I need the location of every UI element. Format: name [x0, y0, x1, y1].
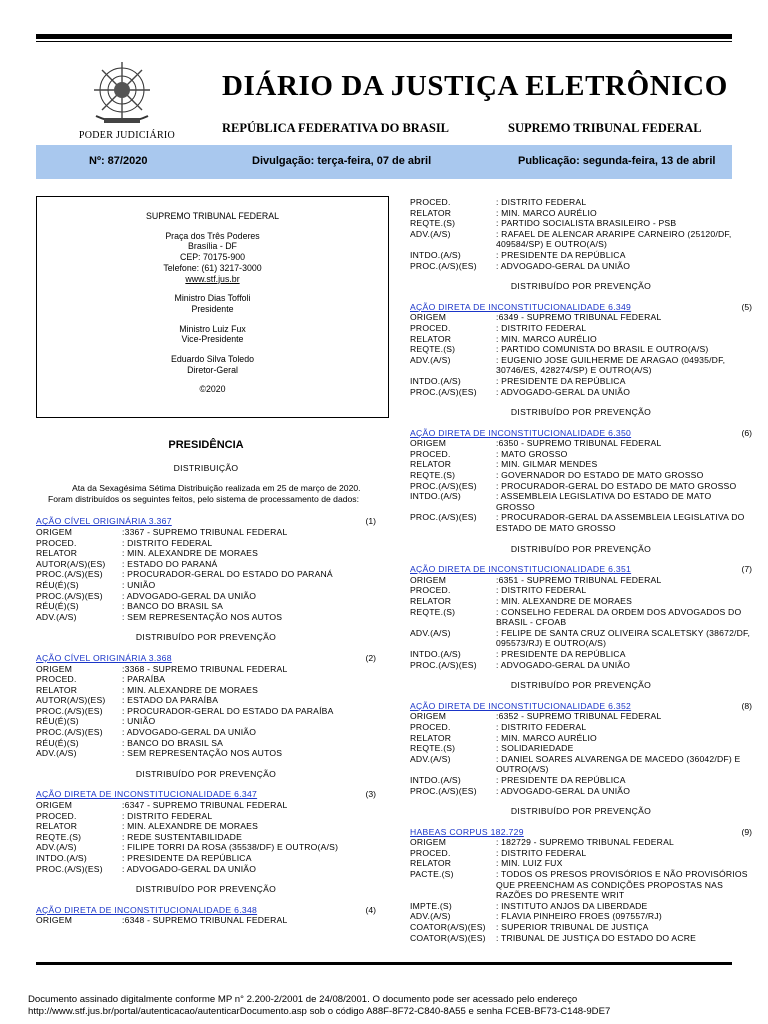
footer-line-1: Documento assinado digitalmente conforme MP n° 2.200-2/2001 de 24/08/2001. O documento pode ser acessado pelo endereço [28, 994, 578, 1005]
field-value: :6347 - SUPREMO TRIBUNAL FEDERAL [122, 800, 288, 811]
box-line: Vice-Presidente [181, 334, 244, 345]
prevencao-label: DISTRIBUÍDO POR PREVENÇÃO [510, 543, 652, 554]
case-header [36, 789, 376, 800]
field-row [410, 711, 752, 722]
field-label: PROC.(A/S)(ES) [36, 590, 103, 601]
field-label: PROCED. [410, 322, 451, 333]
field-value: : UNIÃO [122, 579, 156, 590]
field-row [410, 334, 752, 345]
field-value: : FELIPE DE SANTA CRUZ OLIVEIRA SCALETSKY (38672/DF, 095573/RJ) E OUTRO(A/S) [496, 627, 751, 649]
poder-judiciario-label: PODER JUDICIÁRIO [78, 130, 176, 141]
field-label: RÉU(É)(S) [36, 579, 79, 590]
field-label: RELATOR [410, 596, 452, 606]
field-label: ADV.(A/S) [410, 627, 451, 638]
field-value: : MIN. LUIZ FUX [496, 858, 563, 869]
field-label: RELATOR [410, 858, 452, 869]
prevencao-label: DISTRIBUÍDO POR PREVENÇÃO [135, 632, 277, 643]
box-gap [37, 315, 388, 324]
field-row [410, 901, 752, 912]
field-row [410, 250, 752, 261]
field-value: : ADVOGADO-GERAL DA UNIÃO [496, 260, 631, 271]
field-row [410, 312, 752, 323]
box-website-link[interactable]: www.stf.jus.br [185, 273, 240, 284]
field-value: : PRESIDENTE DA REPÚBLICA [496, 249, 626, 260]
field-value: : ADVOGADO-GERAL DA UNIÃO [122, 590, 257, 601]
box-line: Brasília - DF [188, 241, 237, 252]
field-value: : PRESIDENTE DA REPÚBLICA [122, 853, 252, 863]
field-row [36, 612, 376, 623]
field-label: REQTE.(S) [410, 344, 456, 355]
field-row [36, 811, 376, 822]
top-rule [36, 34, 732, 39]
box-gap [37, 375, 388, 384]
field-row [36, 527, 376, 538]
case-block [36, 905, 376, 926]
field-value: : DISTRITO FEDERAL [496, 585, 587, 596]
case-number: (3) [365, 789, 376, 800]
case-block [410, 302, 752, 397]
field-value: : DISTRITO FEDERAL [496, 721, 587, 732]
field-row [410, 438, 752, 449]
box-line: Presidente [191, 303, 234, 314]
field-label: COATOR(A/S)(ES) [410, 922, 486, 933]
field-value: : CONSELHO FEDERAL DA ORDEM DOS ADVOGADOS DO BRASIL - CFOAB [496, 606, 742, 628]
field-label: RELATOR [36, 684, 78, 695]
field-row [36, 832, 376, 843]
field-label: INTDO.(A/S) [410, 491, 461, 502]
field-row [410, 387, 752, 398]
field-label: ADV.(A/S) [410, 354, 451, 365]
field-label: PROC.(A/S)(ES) [410, 659, 477, 670]
field-label: REQTE.(S) [410, 606, 456, 617]
field-row [410, 481, 752, 492]
field-value: : FLAVIA PINHEIRO FROES (097557/RJ) [496, 911, 662, 922]
top-rule-thin [36, 41, 732, 42]
field-value: : MIN. GILMAR MENDES [496, 459, 598, 470]
field-value: : 182729 - SUPREMO TRIBUNAL FEDERAL [496, 837, 674, 848]
case-number: (5) [741, 301, 752, 312]
case-number: (2) [365, 652, 376, 663]
field-row [410, 775, 752, 786]
field-row [410, 596, 752, 607]
field-value: :6352 - SUPREMO TRIBUNAL FEDERAL [496, 711, 662, 722]
edition-info-bar [36, 145, 732, 179]
box-line: Eduardo Silva Toledo [171, 354, 254, 365]
field-value: : REDE SUSTENTABILIDADE [122, 831, 243, 842]
field-row [36, 695, 376, 706]
publicacao-date: Publicação: segunda-feira, 13 de abril [518, 155, 716, 167]
case-number: (8) [741, 700, 752, 711]
field-value: : ADVOGADO-GERAL DA UNIÃO [122, 727, 257, 738]
case-header [36, 653, 376, 664]
field-label: INTDO.(A/S) [410, 249, 461, 260]
field-label: RELATOR [410, 333, 452, 344]
field-label: PROCED. [36, 674, 77, 685]
field-row [36, 569, 376, 580]
field-row [410, 376, 752, 387]
field-label: PROC.(A/S)(ES) [36, 569, 103, 580]
field-value: : DISTRITO FEDERAL [496, 847, 587, 858]
field-row [410, 858, 752, 869]
field-label: ORIGEM [410, 837, 447, 848]
field-row [36, 548, 376, 559]
field-row [410, 649, 752, 660]
field-value: : DISTRITO FEDERAL [122, 810, 213, 821]
field-label: PROC.(A/S)(ES) [410, 785, 477, 796]
field-label: PROC.(A/S)(ES) [36, 863, 103, 874]
box-line: Ministro Dias Toffoli [174, 293, 251, 304]
field-row [36, 674, 376, 685]
field-row [410, 449, 752, 460]
case-title-link[interactable]: AÇÃO DIRETA DE INCONSTITUCIONALIDADE 6.347 [36, 789, 258, 800]
field-row [410, 229, 752, 250]
case-block [410, 428, 752, 534]
field-label: ORIGEM [36, 663, 73, 674]
box-gap [37, 222, 388, 231]
case-number: (7) [741, 564, 752, 575]
field-value: : PRESIDENTE DA REPÚBLICA [496, 648, 626, 659]
field-value: : ADVOGADO-GERAL DA UNIÃO [496, 785, 631, 796]
field-value: : DANIEL SOARES ALVARENGA DE MACEDO (36042/DF) E OUTRO(A/S) [496, 753, 741, 775]
field-value: : PARTIDO SOCIALISTA BRASILEIRO - PSB [496, 218, 677, 229]
field-label: RELATOR [410, 459, 452, 470]
field-row [36, 559, 376, 570]
field-row [410, 344, 752, 355]
box-line: ©2020 [199, 384, 226, 395]
field-row [36, 664, 376, 675]
field-value: : TRIBUNAL DE JUSTIÇA DO ESTADO DO ACRE [496, 932, 697, 943]
field-value: : MATO GROSSO [496, 448, 568, 459]
field-value: : BANCO DO BRASIL SA [122, 737, 224, 748]
field-value: : MIN. MARCO AURÉLIO [496, 732, 597, 743]
case-block [36, 653, 376, 759]
field-row [410, 197, 752, 208]
subtitle-republica: REPÚBLICA FEDERATIVA DO BRASIL [222, 121, 450, 135]
field-value: : EUGENIO JOSE GUILHERME DE ARAGAO (04935/DF, 30746/ES, 428274/SP) E OUTRO(A/S) [496, 354, 726, 376]
footer-rule [36, 962, 732, 965]
box-line: SUPREMO TRIBUNAL FEDERAL [146, 211, 279, 221]
field-row [410, 491, 752, 512]
field-row [410, 922, 752, 933]
field-row [36, 853, 376, 864]
field-row [36, 685, 376, 696]
field-label: ORIGEM [410, 312, 447, 323]
field-row [410, 837, 752, 848]
field-value: : PROCURADOR-GERAL DO ESTADO DO PARANÁ [122, 569, 333, 580]
field-value: :6349 - SUPREMO TRIBUNAL FEDERAL [496, 312, 662, 323]
field-row [410, 355, 752, 376]
field-label: ADV.(A/S) [410, 753, 451, 764]
footer-line-2: http://www.stf.jus.br/portal/autenticacao/autenticarDocumento.asp sob o código A88F-8F72-C840-8A55 e senha FCEB-BF73-C148-9DE7 [28, 1006, 611, 1017]
field-row [410, 261, 752, 272]
field-value: : ASSEMBLEIA LEGISLATIVA DO ESTADO DE MATO GROSSO [496, 491, 712, 512]
field-label: RÉU(É)(S) [36, 737, 79, 748]
field-row [410, 754, 752, 775]
field-row [36, 738, 376, 749]
field-value: : PRESIDENTE DA REPÚBLICA [496, 774, 626, 785]
field-label: IMPTE.(S) [410, 900, 452, 911]
field-label: PROC.(A/S)(ES) [36, 727, 103, 738]
field-label: ORIGEM [410, 574, 447, 585]
field-value: : RAFAEL DE ALENCAR ARARIPE CARNEIRO (25120/DF, 409584/SP) E OUTRO(A/S) [496, 228, 732, 250]
field-value: : ESTADO DO PARANÁ [122, 558, 218, 569]
field-value: : MIN. ALEXANDRE DE MORAES [122, 821, 259, 832]
field-row [36, 591, 376, 602]
field-value: :3367 - SUPREMO TRIBUNAL FEDERAL [122, 526, 288, 537]
field-label: INTDO.(A/S) [410, 375, 461, 386]
case-number: (4) [365, 904, 376, 915]
field-value: : PROCURADOR-GERAL DO ESTADO DA PARAÍBA [122, 705, 334, 716]
field-value: : MIN. ALEXANDRE DE MORAES [122, 548, 259, 559]
distribuicao-heading: DISTRIBUIÇÃO [173, 462, 239, 473]
field-value: : SOLIDARIEDADE [496, 743, 574, 754]
field-label: PROC.(A/S)(ES) [410, 386, 477, 397]
field-row [36, 716, 376, 727]
field-label: ORIGEM [36, 526, 73, 537]
field-row [36, 601, 376, 612]
prevencao-label: DISTRIBUÍDO POR PREVENÇÃO [510, 281, 652, 292]
case-block [410, 827, 752, 944]
field-label: REQTE.(S) [36, 831, 82, 842]
field-label: PACTE.(S) [410, 869, 454, 880]
field-value: : MIN. MARCO AURÉLIO [496, 207, 597, 218]
field-value: : GOVERNADOR DO ESTADO DE MATO GROSSO [496, 470, 704, 481]
field-value: : PRESIDENTE DA REPÚBLICA [496, 375, 626, 386]
field-row [410, 848, 752, 859]
field-value: : PROCURADOR-GERAL DA ASSEMBLEIA LEGISLATIVA DO ESTADO DE MATO GROSSO [496, 512, 745, 534]
prevencao-label: DISTRIBUÍDO POR PREVENÇÃO [135, 768, 277, 779]
field-label: INTDO.(A/S) [36, 853, 87, 863]
field-row [410, 722, 752, 733]
case-block [36, 516, 376, 622]
prevencao-label: DISTRIBUÍDO POR PREVENÇÃO [510, 680, 652, 691]
field-label: PROCED. [410, 197, 451, 207]
footer [28, 994, 748, 1018]
case-block [36, 789, 376, 874]
field-row [410, 628, 752, 649]
field-label: PROCED. [36, 537, 77, 548]
field-row [410, 512, 752, 533]
field-row [36, 915, 376, 926]
case-title-link[interactable]: HABEAS CORPUS 182.729 [410, 826, 524, 837]
field-value: : ADVOGADO-GERAL DA UNIÃO [122, 863, 257, 874]
field-label: INTDO.(A/S) [410, 648, 461, 659]
field-label: RÉU(É)(S) [36, 716, 79, 727]
field-value: : TODOS OS PRESOS PROVISÓRIOS E NÃO PROVISÓRIOS QUE PREENCHAM AS CONDIÇÕES PROPOSTAS NAS RAZÕES DO PRESENTE WRIT [496, 869, 748, 901]
field-value: : SEM REPRESENTAÇÃO NOS AUTOS [122, 611, 283, 622]
ata-paragraph: Ata da Sexagésima Sétima Distribuição realizada em 25 de março de 2020. [72, 483, 361, 494]
field-label: ADV.(A/S) [36, 748, 77, 759]
field-row [36, 727, 376, 738]
field-value: : MIN. ALEXANDRE DE MORAES [496, 596, 633, 606]
field-row [36, 706, 376, 717]
case-header [410, 827, 752, 838]
case-header [410, 564, 752, 575]
field-value: : PARTIDO COMUNISTA DO BRASIL E OUTRO(A/S) [496, 344, 709, 355]
section-heading-presidencia: PRESIDÊNCIA [168, 439, 244, 451]
field-label: AUTOR(A/S)(ES) [36, 695, 106, 706]
field-label: ORIGEM [36, 915, 73, 926]
field-row [410, 733, 752, 744]
field-value: : MIN. MARCO AURÉLIO [496, 333, 597, 344]
field-row [410, 869, 752, 901]
field-row [410, 933, 752, 944]
field-label: PROCED. [410, 721, 451, 732]
case-title-link[interactable]: AÇÃO DIRETA DE INCONSTITUCIONALIDADE 6.352 [410, 700, 632, 711]
field-label: REQTE.(S) [410, 470, 456, 481]
field-row [410, 459, 752, 470]
field-label: AUTOR(A/S)(ES) [36, 558, 106, 569]
field-row [410, 323, 752, 334]
field-value: :6351 - SUPREMO TRIBUNAL FEDERAL [496, 574, 662, 585]
field-row [410, 786, 752, 797]
box-gap [37, 284, 388, 293]
field-label: RELATOR [410, 207, 452, 218]
field-label: PROC.(A/S)(ES) [36, 705, 103, 716]
box-line: Diretor-Geral [187, 364, 238, 375]
field-row [410, 575, 752, 586]
field-value: : DISTRITO FEDERAL [122, 537, 213, 548]
field-label: PROC.(A/S)(ES) [410, 480, 477, 491]
field-label: PROCED. [36, 810, 77, 821]
prevencao-label: DISTRIBUÍDO POR PREVENÇÃO [510, 806, 652, 817]
box-gap [37, 345, 388, 354]
field-row [36, 538, 376, 549]
case-title-link[interactable]: AÇÃO DIRETA DE INCONSTITUCIONALIDADE 6.348 [36, 904, 258, 915]
field-label: ADV.(A/S) [36, 842, 77, 853]
field-value: : UNIÃO [122, 716, 156, 727]
field-value: : ADVOGADO-GERAL DA UNIÃO [496, 659, 631, 670]
field-label: COATOR(A/S)(ES) [410, 932, 486, 943]
field-row [36, 748, 376, 759]
subtitle-stf: SUPREMO TRIBUNAL FEDERAL [508, 121, 702, 135]
field-value: : ESTADO DA PARAÍBA [122, 695, 219, 706]
field-label: ADV.(A/S) [36, 611, 77, 622]
field-label: ADV.(A/S) [410, 911, 451, 922]
field-row [36, 842, 376, 853]
prevencao-label: DISTRIBUÍDO POR PREVENÇÃO [135, 884, 277, 895]
field-label: INTDO.(A/S) [410, 774, 461, 785]
field-value: : SUPERIOR TRIBUNAL DE JUSTIÇA [496, 922, 649, 933]
field-label: ADV.(A/S) [410, 228, 451, 239]
field-row [410, 607, 752, 628]
foram-paragraph: Foram distribuídos os seguintes feitos, pelo sistema de processamento de dados: [48, 493, 359, 504]
field-row [410, 218, 752, 229]
field-value: : FILIPE TORRI DA ROSA (35538/DF) E OUTRO(A/S) [122, 842, 339, 853]
field-label: PROCED. [410, 448, 451, 459]
field-label: PROC.(A/S)(ES) [410, 260, 477, 271]
case-number: (1) [365, 516, 376, 527]
case-header [410, 302, 752, 313]
case-number: (9) [741, 826, 752, 837]
field-label: ORIGEM [410, 438, 447, 449]
field-row [410, 743, 752, 754]
field-value: : SEM REPRESENTAÇÃO NOS AUTOS [122, 748, 283, 759]
page-title: DIÁRIO DA JUSTIÇA ELETRÔNICO [222, 70, 728, 102]
field-label: ORIGEM [410, 711, 447, 722]
field-row [36, 864, 376, 875]
field-label: REQTE.(S) [410, 218, 456, 229]
field-value: : DISTRITO FEDERAL [496, 197, 587, 207]
field-row [36, 800, 376, 811]
field-value: : MIN. ALEXANDRE DE MORAES [122, 684, 259, 695]
left-column [36, 440, 376, 938]
divulgacao-date: Divulgação: terça-feira, 07 de abril [252, 155, 432, 167]
field-row [410, 585, 752, 596]
field-value: : PARAÍBA [122, 674, 166, 685]
field-value: : BANCO DO BRASIL SA [122, 601, 224, 612]
box-line: Telefone: (61) 3217-3000 [163, 262, 262, 273]
field-label: PROC.(A/S)(ES) [410, 512, 477, 523]
case-block [410, 564, 752, 670]
right-column [410, 197, 752, 955]
field-value: : PROCURADOR-GERAL DO ESTADO DE MATO GROSSO [496, 480, 737, 491]
coat-of-arms-icon [86, 56, 158, 128]
case-header [36, 905, 376, 916]
field-row [36, 821, 376, 832]
field-row [36, 580, 376, 591]
field-value: :6348 - SUPREMO TRIBUNAL FEDERAL [122, 915, 288, 926]
field-row [410, 208, 752, 219]
case-header [410, 701, 752, 712]
case-number: (6) [741, 427, 752, 438]
box-line: CEP: 70175-900 [179, 252, 246, 263]
field-row [410, 660, 752, 671]
institution-info-box [36, 196, 389, 418]
field-value: : INSTITUTO ANJOS DA LIBERDADE [496, 900, 648, 911]
edition-number: Nº: 87/2020 [89, 155, 148, 167]
field-row [410, 470, 752, 481]
case-title-link[interactable]: AÇÃO CÍVEL ORIGINÁRIA 3.368 [36, 652, 172, 663]
box-line: Praça dos Três Poderes [165, 230, 260, 241]
field-row [410, 911, 752, 922]
field-label: RELATOR [36, 548, 78, 559]
field-label: RELATOR [36, 821, 78, 832]
prevencao-label: DISTRIBUÍDO POR PREVENÇÃO [510, 407, 652, 418]
case-title-link[interactable]: AÇÃO DIRETA DE INCONSTITUCIONALIDADE 6.349 [410, 301, 632, 312]
case-header [36, 516, 376, 527]
case-block [410, 701, 752, 796]
box-line: Ministro Luiz Fux [179, 323, 246, 334]
field-label: PROCED. [410, 847, 451, 858]
case-header [410, 428, 752, 439]
field-label: RÉU(É)(S) [36, 601, 79, 612]
field-label: PROCED. [410, 585, 451, 596]
field-value: : ADVOGADO-GERAL DA UNIÃO [496, 386, 631, 397]
case-title-link[interactable]: AÇÃO CÍVEL ORIGINÁRIA 3.367 [36, 516, 172, 527]
case-title-link[interactable]: AÇÃO DIRETA DE INCONSTITUCIONALIDADE 6.351 [410, 564, 632, 575]
field-value: :3368 - SUPREMO TRIBUNAL FEDERAL [122, 663, 288, 674]
field-label: REQTE.(S) [410, 743, 456, 754]
field-label: ORIGEM [36, 800, 73, 811]
field-value: :6350 - SUPREMO TRIBUNAL FEDERAL [496, 438, 662, 449]
field-label: RELATOR [410, 732, 452, 743]
case-title-link[interactable]: AÇÃO DIRETA DE INCONSTITUCIONALIDADE 6.350 [410, 427, 632, 438]
field-value: : DISTRITO FEDERAL [496, 322, 587, 333]
